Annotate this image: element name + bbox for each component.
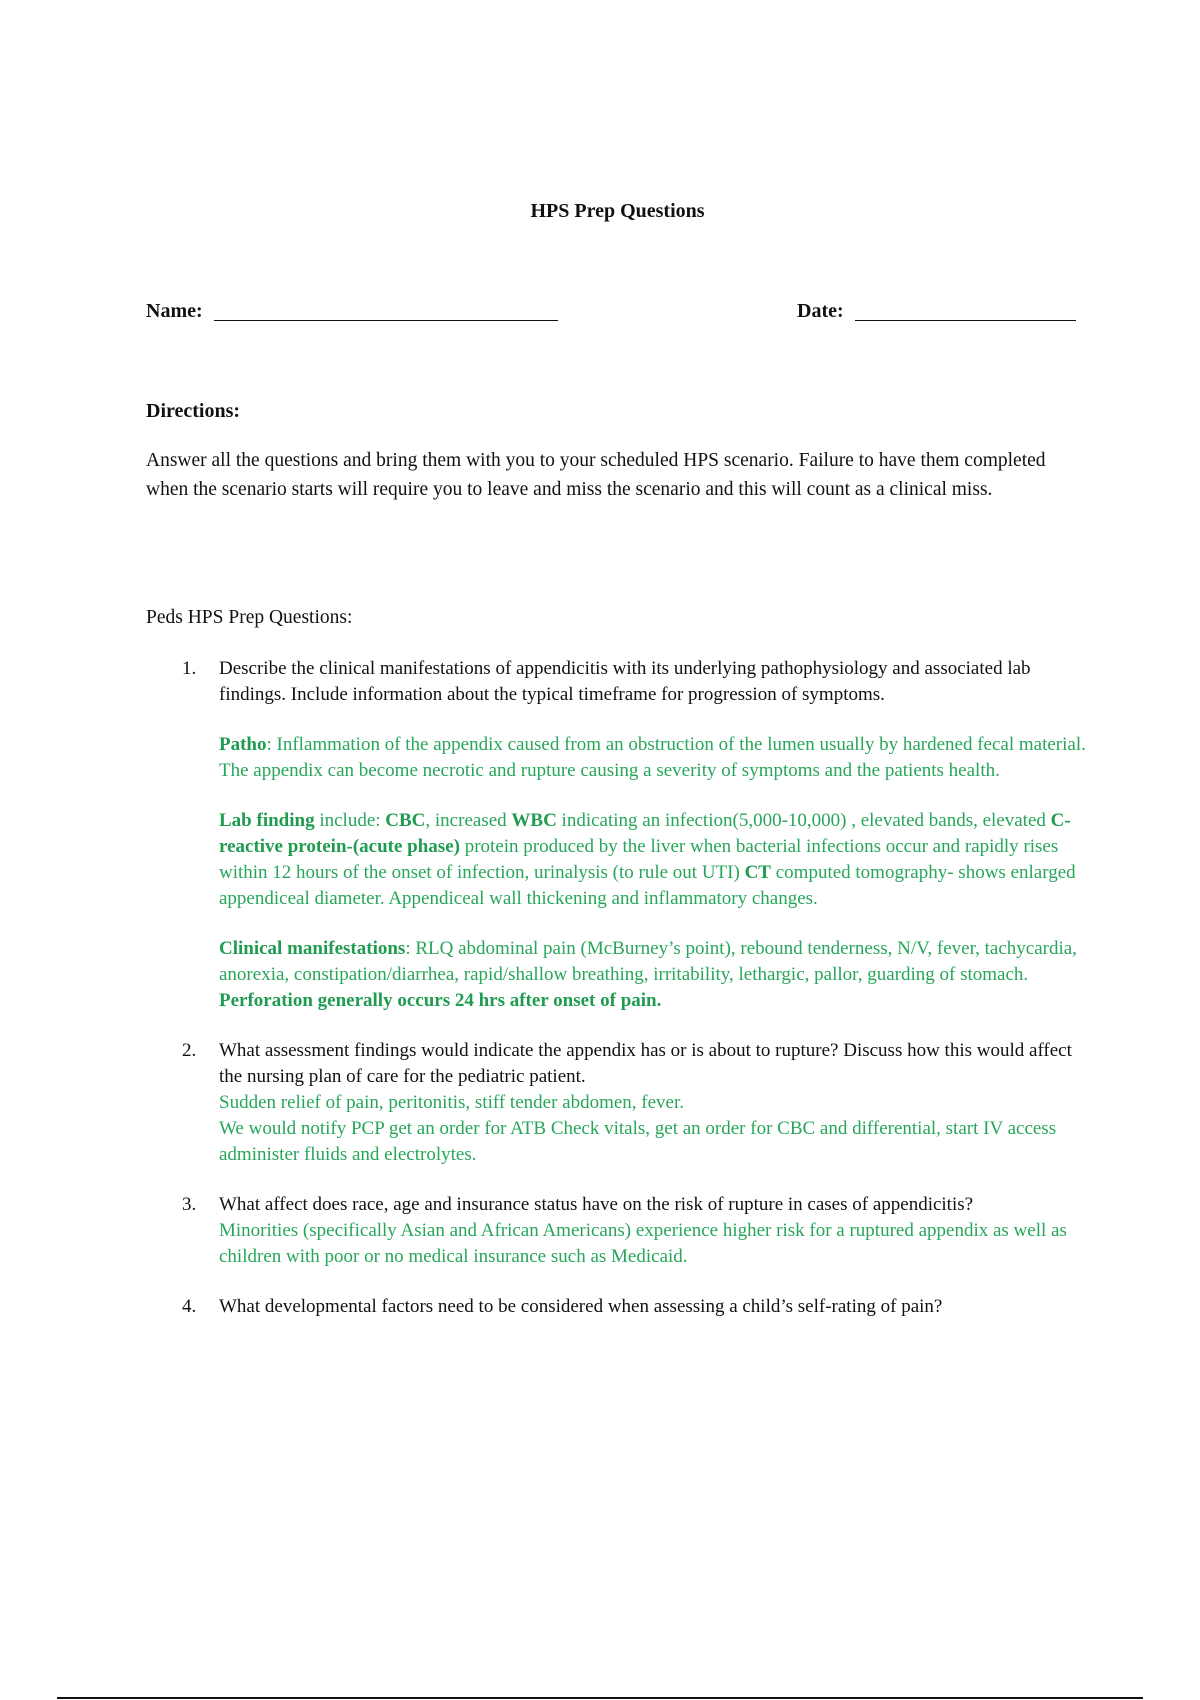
answer-line: Minorities (specifically Asian and African Americans) experience higher risk for a ruptured appendix as well as children with poor or no medical insurance such as Medicaid. — [219, 1220, 1067, 1267]
labs-label: Lab finding — [219, 810, 315, 831]
name-date-row — [146, 298, 1078, 328]
directions-label: Directions: — [146, 400, 241, 422]
labs-text: computed tomography- shows enlarged appendiceal diameter. Appendiceal wall thickening and inflammatory changes. — [219, 862, 1076, 909]
question-text: Describe the clinical manifestations of appendicitis with its underlying pathophysiology and associated lab findings. Include information about the typical timeframe for progression of symptoms. — [219, 658, 1031, 705]
question-2 — [146, 1038, 1091, 1168]
lab-ct: CT — [744, 862, 771, 883]
labs-text: indicating an infection(5,000-10,000) , elevated bands, elevated — [556, 810, 1051, 831]
question-number: 4. — [182, 1296, 197, 1317]
patho-label: Patho — [219, 734, 267, 755]
patho-text: : Inflammation of the appendix caused from an obstruction of the lumen usually by hardened fecal material. The appendix can become necrotic and rupture causing a severity of symptoms and the patients health. — [219, 734, 1086, 781]
clinical-bold-tail: Perforation generally occurs 24 hrs after onset of pain. — [219, 990, 662, 1011]
question-text: What affect does race, age and insurance status have on the risk of rupture in cases of appendicitis? — [219, 1194, 974, 1215]
question-number: 3. — [182, 1194, 197, 1215]
clinical-label: Clinical manifestations — [219, 938, 406, 959]
question-list — [146, 656, 1091, 1320]
answer-patho — [219, 732, 1091, 784]
answer-line: Sudden relief of pain, peritonitis, stiff tender abdomen, fever. — [219, 1092, 685, 1113]
answer-clinical — [219, 936, 1091, 1014]
labs-text: protein produced by the liver when bacterial infections occur and rapidly rises within 12 hours of the onset of infection, urinalysis (to rule out UTI) — [219, 836, 1059, 883]
section-heading: Peds HPS Prep Questions: — [146, 607, 353, 628]
answer-labs — [219, 808, 1091, 912]
name-label: Name: — [146, 300, 203, 322]
question-number: 2. — [182, 1040, 197, 1061]
page-title: HPS Prep Questions — [530, 200, 705, 222]
name-field-line[interactable] — [214, 320, 558, 321]
question-text: What assessment findings would indicate the appendix has or is about to rupture? Discuss how this would affect the nursing plan of care for the pediatric patient. — [219, 1040, 1072, 1087]
labs-text: , increased — [425, 810, 512, 831]
date-label: Date: — [797, 300, 844, 322]
question-1 — [146, 656, 1091, 1014]
labs-text: include: — [314, 810, 386, 831]
question-4 — [146, 1294, 1091, 1320]
lab-cbc: CBC — [385, 810, 426, 831]
question-3 — [146, 1192, 1091, 1270]
lab-wbc: WBC — [511, 810, 557, 831]
directions-text: Answer all the questions and bring them with you to your scheduled HPS scenario. Failure to have them completed when the scenario starts will require you to leave and miss the scenario and this will count as a clinical miss. — [146, 450, 1046, 500]
date-field-line[interactable] — [855, 320, 1076, 321]
bottom-rule — [57, 1697, 1143, 1699]
clinical-text: : RLQ abdominal pain (McBurney’s point), rebound tenderness, N/V, fever, tachycardia, anorexia, constipation/diarrhea, rapid/shallow breathing, irritability, lethargic, pallor, guarding of stomach. — [219, 938, 1077, 985]
question-number: 1. — [182, 658, 197, 679]
lab-crp: C-reactive protein-(acute phase) — [219, 810, 1071, 857]
question-text: What developmental factors need to be considered when assessing a child’s self-rating of pain? — [219, 1296, 943, 1317]
answer-line: We would notify PCP get an order for ATB Check vitals, get an order for CBC and differential, start IV access administer fluids and electrolytes. — [219, 1118, 1057, 1165]
